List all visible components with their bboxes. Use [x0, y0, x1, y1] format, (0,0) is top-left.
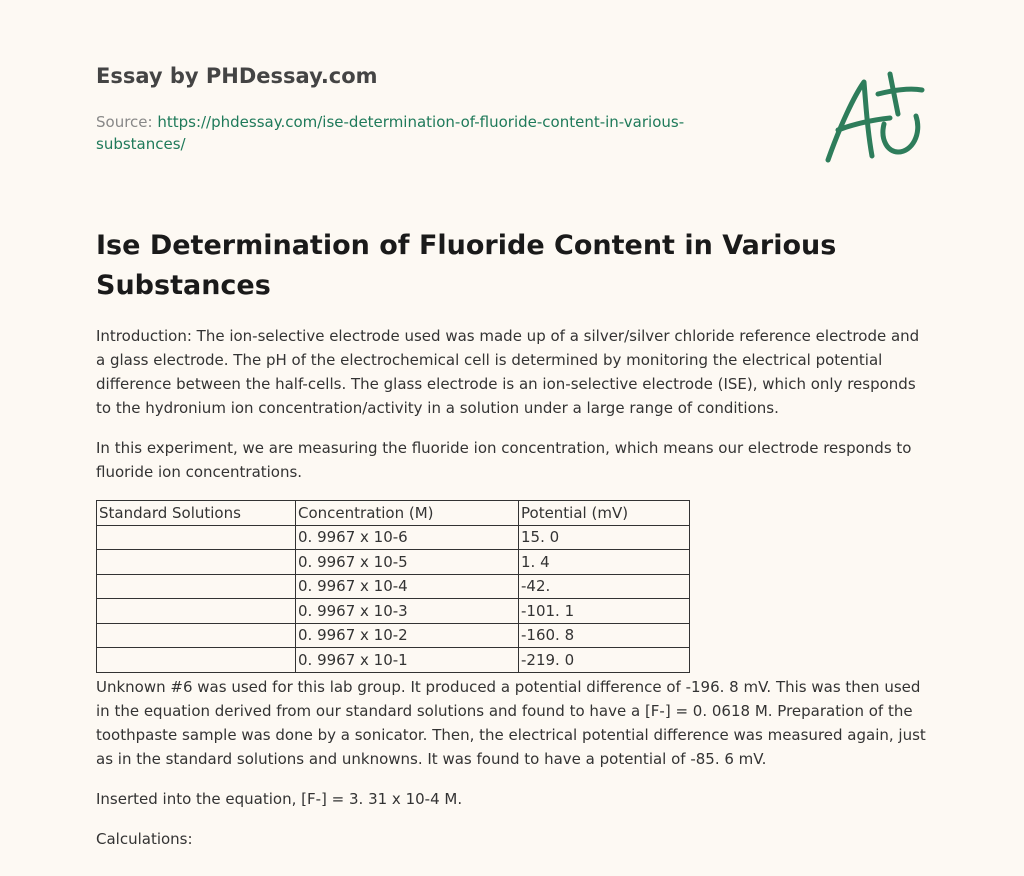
table-row: [97, 574, 690, 599]
table-cell: -160. 8: [519, 623, 690, 648]
table-header-cell: Potential (mV): [519, 501, 690, 526]
table-cell: 1. 4: [519, 550, 690, 575]
essay-title: Ise Determination of Fluoride Content in Various Substances: [96, 230, 837, 301]
table-row: [97, 599, 690, 624]
standards-table: [96, 500, 690, 673]
paragraph-5: Calculations:: [96, 829, 193, 848]
source-label: Source:: [96, 113, 158, 131]
a-plus-logo-icon: [818, 68, 930, 166]
site-title: Essay by PHDessay.com: [96, 64, 378, 88]
table-header-cell: Standard Solutions: [97, 501, 296, 526]
intro-paragraph: Introduction: The ion-selective electrode used was made up of a silver/silver chloride reference electrode and a glass electrode. The pH of the electrochemical cell is determined by monitoring the electrical potential difference between the half-cells. The glass electrode is an ion-selective electrode (ISE), which only responds to the hydronium ion concentration/activity in a solution under a large range of conditions.: [96, 327, 920, 417]
table-cell: 0. 9967 x 10-3: [296, 599, 519, 624]
paragraph-4: Inserted into the equation, [F-] = 3. 31 x 10-4 M.: [96, 789, 463, 808]
table-cell: [97, 623, 296, 648]
source-line: [96, 111, 716, 155]
table-cell: [97, 648, 296, 673]
table-row: [97, 550, 690, 575]
table-cell: 15. 0: [519, 525, 690, 550]
table-cell: 0. 9967 x 10-6: [296, 525, 519, 550]
table-cell: 0. 9967 x 10-2: [296, 623, 519, 648]
table-row: [97, 623, 690, 648]
table-cell: [97, 599, 296, 624]
table-cell: [97, 525, 296, 550]
table-cell: -219. 0: [519, 648, 690, 673]
table-header-cell: Concentration (M): [296, 501, 519, 526]
table-cell: [97, 550, 296, 575]
essay-body: [96, 324, 926, 867]
table-cell: -101. 1: [519, 599, 690, 624]
table-row: [97, 648, 690, 673]
table-cell: -42.: [519, 574, 690, 599]
paragraph-3: Unknown #6 was used for this lab group. It produced a potential difference of -196. 8 mV. This was then used in the equation derived from our standard solutions and found to have a [F-] = 0. 0618 M. Preparation of the toothpaste sample was done by a sonicator. Then, the electrical potential difference was measured again, just as in the standard solutions and unknowns. It was found to have a potential of -85. 6 mV.: [96, 677, 926, 768]
paragraph-2: In this experiment, we are measuring the fluoride ion concentration, which means our electrode responds to fluoride ion concentrations.: [96, 439, 912, 481]
table-cell: [97, 574, 296, 599]
table-cell: 0. 9967 x 10-1: [296, 648, 519, 673]
table-header-row: [97, 501, 690, 526]
table-row: [97, 525, 690, 550]
table-cell: 0. 9967 x 10-5: [296, 550, 519, 575]
source-link[interactable]: https://phdessay.com/ise-determination-of-fluoride-content-in-various-substances/: [96, 113, 685, 153]
table-cell: 0. 9967 x 10-4: [296, 574, 519, 599]
